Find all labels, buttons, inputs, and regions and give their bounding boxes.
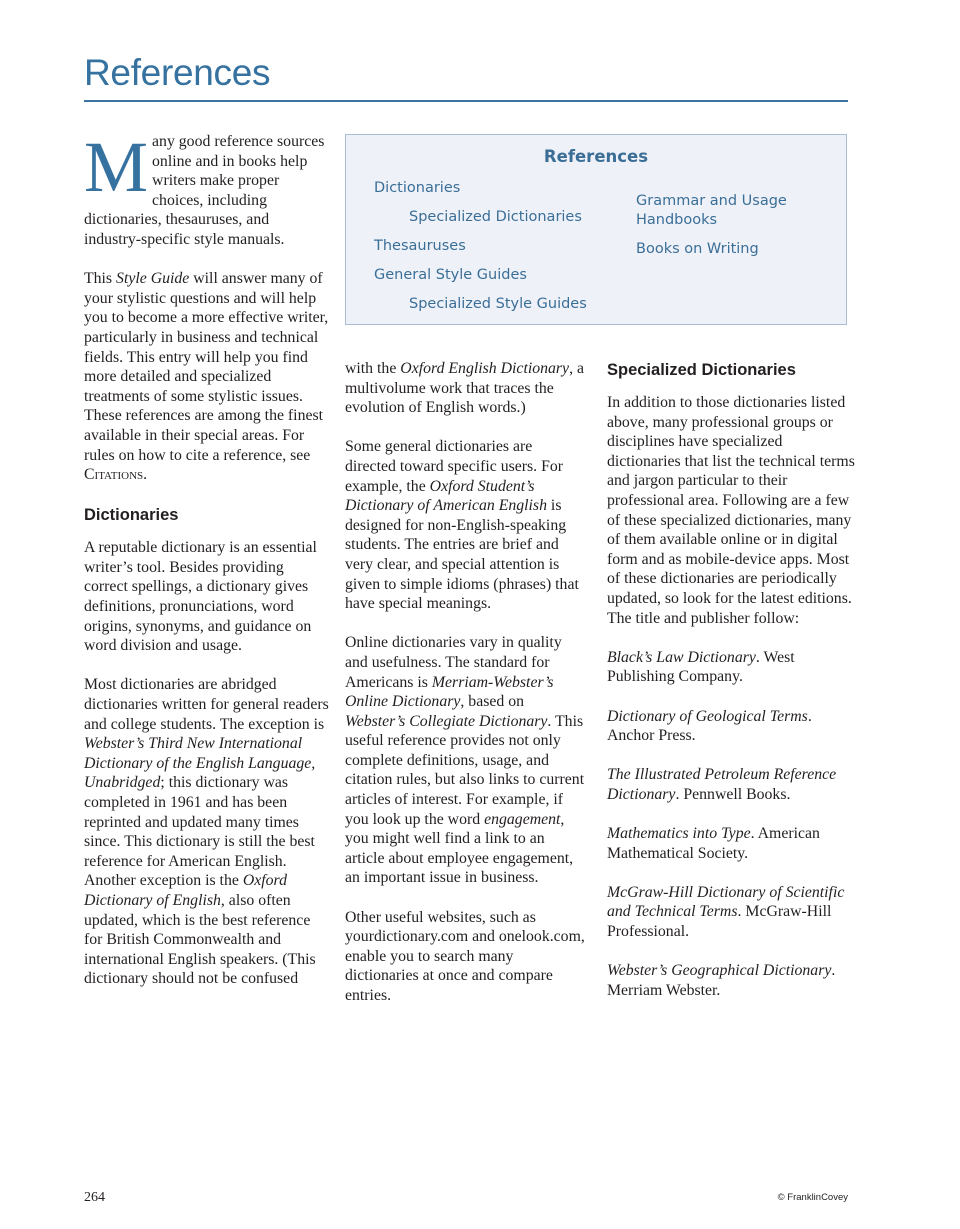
entry-title: McGraw-Hill Dictionary of Scientific and Technical Terms: [607, 883, 845, 921]
text-run: Online dictionaries vary in quality and usefulness. The standard for Americans is: [345, 634, 562, 691]
book-title: Oxford Dictionary of English: [84, 872, 287, 909]
entry-title: Webster’s Geographical Dictionary: [607, 962, 832, 980]
toc-link-grammar-usage-line2: Handbooks: [636, 212, 718, 228]
text-run: This: [84, 270, 117, 288]
book-title: Oxford Student’s Dictionary of American English: [345, 477, 547, 515]
specialized-dictionaries-heading: Specialized Dictionaries: [607, 361, 796, 379]
text-run: , also often updated, which is the best reference for British Commonwealth and international English speakers. (This dictionary should not be confused: [84, 891, 316, 988]
specialized-entry: [607, 961, 855, 1000]
citations-cross-reference[interactable]: Citations: [84, 466, 144, 484]
toc-link-grammar-usage-line1: Grammar and Usage: [636, 193, 787, 209]
entry-publisher: . McGraw-Hill Professional.: [607, 903, 832, 941]
emphasized-word: engagement: [484, 810, 561, 828]
entry-publisher: . West Publishing Company.: [607, 648, 795, 686]
title-rule: [84, 100, 848, 102]
text-run: with the: [345, 360, 401, 377]
dictionaries-paragraph-1: A reputable dictionary is an essential writer’s tool. Besides providing correct spellings, a dictionary gives definitions, pronunciations, word origins, synonyms, and guidance on word division and usage.: [84, 539, 317, 655]
drop-cap: M: [84, 127, 149, 207]
dictionaries-heading: Dictionaries: [84, 506, 179, 525]
intro-paragraph: [84, 127, 330, 250]
text-run: , a multivolume work that traces the evolution of English words.): [345, 360, 584, 417]
text-run: will answer many of your stylistic questions and will help you to become a more effective writer, particularly in business and technical fields. This entry will help you find more detailed and specialized treatments of some stylistic issues. These references are among the finest available in their special areas. For rules on how to cite a reference, see: [84, 270, 329, 464]
copyright-notice: © FranklinCovey: [777, 1192, 848, 1203]
column-1: [84, 127, 330, 989]
text-run: is designed for non-English-speaking students. The entries are brief and very clear, and special attention is given to simple idioms (phrases) that have special meanings.: [345, 497, 579, 613]
book-title: Oxford English Dictionary: [400, 360, 570, 377]
toc-link-dictionaries[interactable]: Dictionaries: [374, 180, 461, 196]
toc-box: [345, 134, 847, 325]
specialized-entry: [607, 765, 855, 804]
entry-title: Mathematics into Type: [607, 825, 751, 843]
specialized-entry: [607, 883, 855, 942]
specialized-entry: [607, 648, 855, 687]
dictionaries-paragraph-2: [84, 675, 330, 989]
toc-link-specialized-dictionaries[interactable]: Specialized Dictionaries: [409, 209, 582, 225]
text-run: Most dictionaries are abridged dictionaries written for general readers and college students. The exception is: [84, 676, 329, 733]
entry-publisher: . Anchor Press.: [607, 707, 812, 745]
text-run: Some general dictionaries are directed toward specific users. For example, the: [345, 438, 564, 495]
specialized-entry: [607, 824, 855, 863]
dictionaries-paragraph-2-continued: [345, 359, 585, 418]
entry-publisher: . American Mathematical Society.: [607, 825, 820, 862]
intro-paragraph-2: [84, 269, 330, 485]
text-run: , based on: [460, 693, 525, 711]
book-title: Merriam-Webster’s Online Dictionary: [345, 673, 554, 711]
specialized-entry: [607, 707, 855, 746]
book-title: Webster’s Collegiate Dictionary: [345, 712, 548, 730]
toc-link-thesauruses[interactable]: Thesauruses: [374, 238, 466, 254]
page-number: 264: [84, 1190, 105, 1205]
column-3: [607, 359, 855, 1000]
text-run: ; this dictionary was completed in 1961 and has been reprinted and updated many times since. This dictionary is still the best reference for American English. Another exception is the: [84, 774, 315, 890]
intro-text: any good reference sources online and in books help writers make proper choices, including dictionaries, thesauruses, and industry-specific style manuals.: [84, 133, 325, 248]
dictionaries-paragraph-3: [345, 437, 585, 613]
dictionaries-paragraph-4: [345, 633, 585, 888]
entry-title: Dictionary of Geological Terms: [607, 707, 808, 725]
entry-publisher: . Pennwell Books.: [675, 785, 791, 803]
entry-publisher: . Merriam Webster.: [607, 962, 836, 999]
entry-title: The Illustrated Petroleum Reference Dictionary: [607, 766, 837, 803]
toc-link-general-style-guides[interactable]: General Style Guides: [374, 267, 527, 283]
toc-link-specialized-style-guides[interactable]: Specialized Style Guides: [409, 296, 587, 312]
dictionaries-paragraph-5: Other useful websites, such as yourdictionary.com and onelook.com, enable you to search many dictionaries at once and compare entries.: [345, 908, 585, 1004]
column-2: [345, 359, 585, 1006]
toc-link-grammar-usage[interactable]: [636, 192, 787, 230]
toc-link-books-on-writing[interactable]: Books on Writing: [636, 241, 759, 257]
book-title: Webster’s Third New International Dictionary of the English Language, Unabridged: [84, 735, 316, 792]
page-title: References: [84, 52, 271, 93]
text-run: , you might well find a link to an article about employee engagement, an important issue in business.: [345, 810, 574, 887]
text-run: . This useful reference provides not only complete definitions, usage, and citation rules, but also links to current articles of interest. For example, if you look up the word: [345, 712, 585, 828]
text-run: .: [143, 466, 148, 484]
toc-title: References: [543, 147, 649, 166]
style-guide-title: Style Guide: [116, 270, 190, 288]
specialized-intro: In addition to those dictionaries listed above, many professional groups or disciplines have specialized dictionaries that list the technical terms and jargon particular to their professional area. Following are a few of these specialized dictionaries, many of them available online or in digital form and as mobile-device apps. Most of these dictionaries are periodically updated, so look for the latest editions. The title and publisher follow:: [607, 394, 855, 627]
entry-title: Black’s Law Dictionary: [607, 648, 756, 666]
